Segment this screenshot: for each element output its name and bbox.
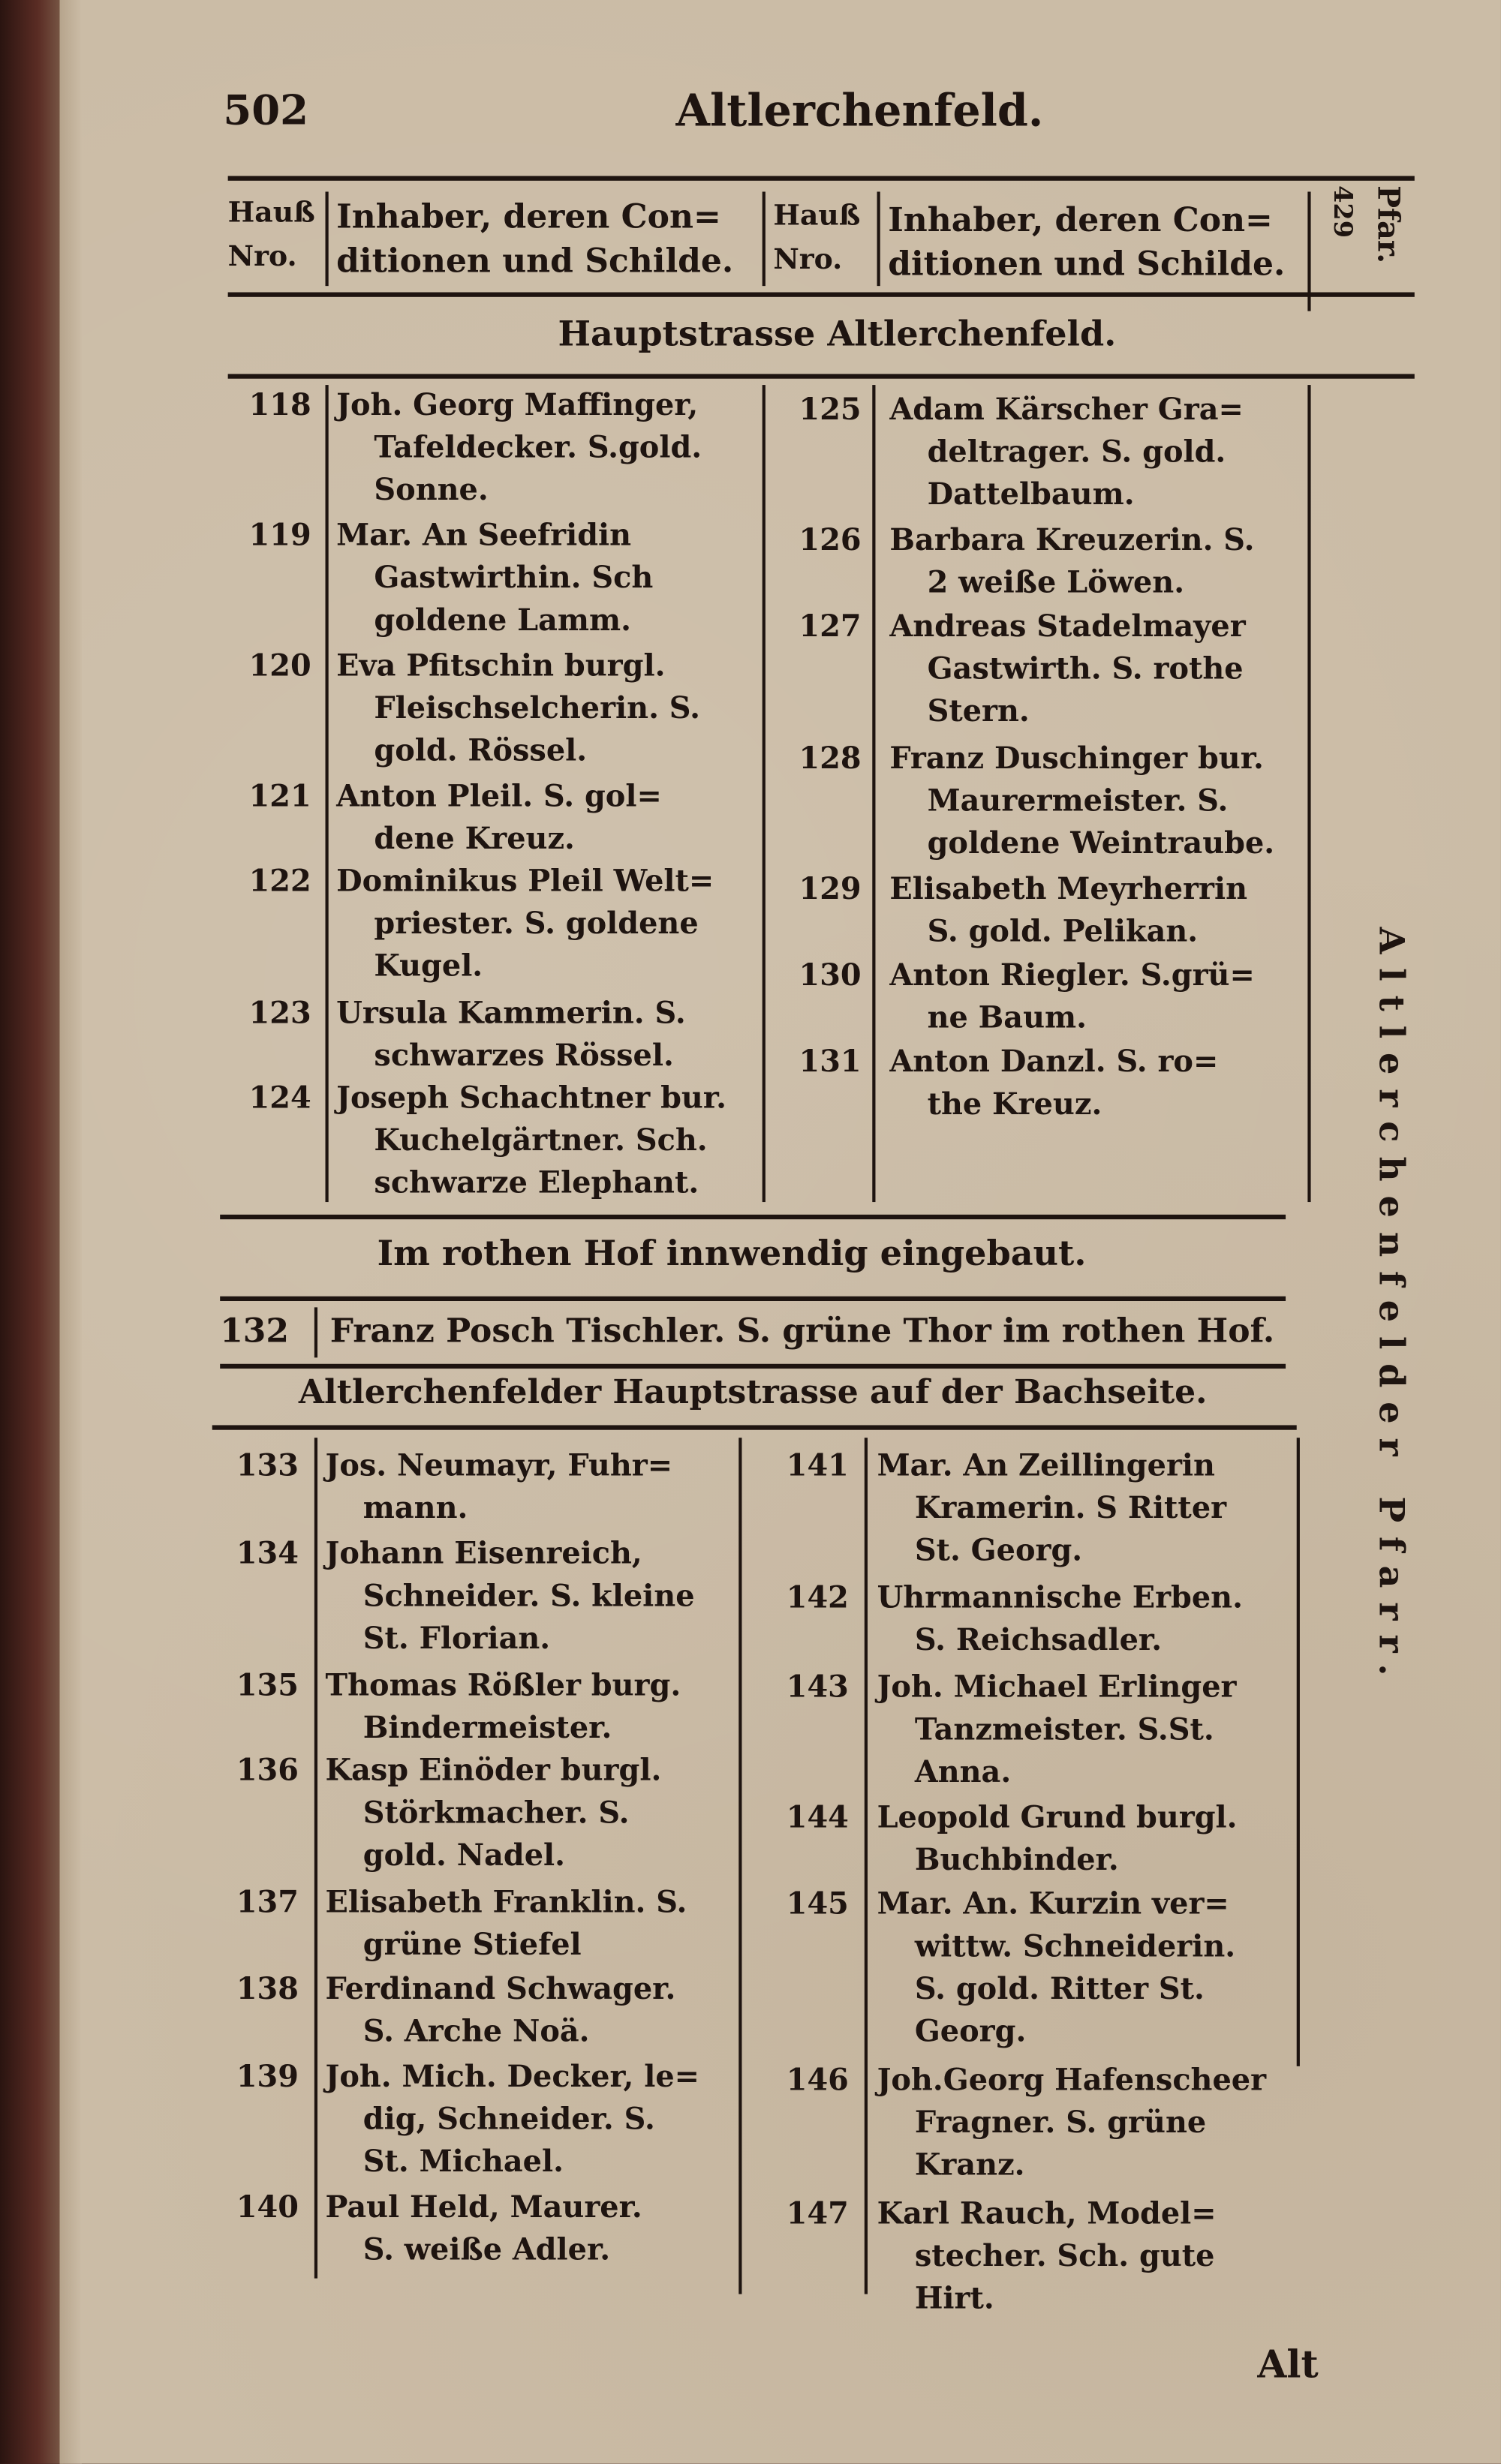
entry-line: stecher. Sch. gute: [914, 2239, 1215, 2274]
owner-entry: [336, 385, 702, 512]
house-number: 141: [786, 1448, 849, 1483]
entry-line: Elisabeth Meyrherrin: [889, 872, 1248, 907]
entry-line: Joh.Georg Hafenscheer: [877, 2063, 1267, 2098]
owner-entry: [325, 1750, 661, 1878]
entry-line: Dattelbaum.: [927, 477, 1135, 512]
entry-line: Anton Danzl. S. ro=: [889, 1044, 1219, 1080]
house-number: 128: [799, 741, 862, 777]
entry-line: Bindermeister.: [362, 1711, 612, 1746]
header-bottom-rule: [228, 293, 1415, 297]
entry-line: Adam Kärscher Gra=: [889, 392, 1244, 428]
owner-entry: [877, 1667, 1237, 1795]
entry-line: 2 weiße Löwen.: [927, 565, 1185, 600]
entry-line: Schneider. S. kleine: [362, 1579, 695, 1614]
owner-entry: [877, 1884, 1236, 2054]
entry-line: Fleischselcherin. S.: [374, 691, 700, 726]
section-rule: [220, 1297, 1286, 1301]
divider: [314, 1307, 317, 1357]
page-edge: [60, 0, 82, 2464]
entry-line: Störkmacher. S.: [362, 1795, 630, 1831]
owner-entry: [336, 861, 714, 989]
entry-line: Paul Held, Maurer.: [325, 2190, 642, 2225]
divider: [325, 191, 328, 286]
house-number: 126: [799, 523, 862, 558]
house-number: 140: [236, 2190, 299, 2225]
owner-entry: [889, 1041, 1218, 1126]
header-owner-2: Inhaber, deren Con= ditionen und Schilde.: [888, 199, 1286, 283]
entry-line: S. weiße Adler.: [362, 2232, 611, 2267]
entry-line: Kasp Einöder burgl.: [325, 1753, 662, 1789]
entry-line: Gastwirth. S. rothe: [927, 652, 1244, 687]
house-number: 130: [799, 958, 862, 993]
house-number: 139: [236, 2060, 299, 2095]
owner-entry: [889, 738, 1274, 866]
divider: [314, 1438, 317, 2278]
divider: [763, 385, 766, 1202]
entry-line: Fragner. S. grüne: [914, 2105, 1207, 2141]
entry-line: Joh. Mich. Decker, le=: [325, 2060, 700, 2095]
section-rule: [220, 1215, 1286, 1219]
entry-line: gold. Rössel.: [374, 733, 588, 769]
section-rule: [220, 1364, 1286, 1369]
house-number: 146: [786, 2063, 849, 2098]
divider: [877, 191, 880, 286]
entry-line: Anna.: [914, 1755, 1012, 1790]
entry-line: Georg.: [914, 2014, 1027, 2049]
side-label: Altlerchenfelder Pfarr.: [1370, 927, 1412, 1690]
entry-line: Leopold Grund burgl.: [877, 1800, 1238, 1836]
entry-line: gold. Nadel.: [362, 1838, 566, 1874]
entry-line: dene Kreuz.: [374, 822, 575, 857]
running-title: Altlerchenfeld.: [675, 85, 1044, 137]
house-number: 145: [786, 1887, 849, 1922]
divider: [738, 1438, 741, 2294]
entry-line: Jos. Neumayr, Fuhr=: [325, 1448, 673, 1483]
section-title: Im rothen Hof innwendig eingebaut.: [377, 1233, 1087, 1275]
entry-line: grüne Stiefel: [362, 1928, 582, 1963]
entry-line: goldene Lamm.: [374, 603, 631, 639]
owner-entry: [325, 1666, 681, 1750]
owner-entry: [325, 1969, 675, 2054]
entry-line: Kramerin. S Ritter: [914, 1491, 1227, 1526]
entry-line: S. Arche Noä.: [362, 2014, 590, 2049]
divider: [1307, 385, 1310, 1202]
house-number: 127: [799, 609, 862, 645]
entry-line: Joseph Schachtner bur.: [336, 1080, 727, 1116]
entry-line: deltrager. S. gold.: [927, 435, 1226, 470]
house-number: 129: [799, 872, 862, 907]
owner-entry: [877, 1446, 1227, 1573]
entry-line: Tanzmeister. S.St.: [914, 1712, 1214, 1747]
owner-entry: [889, 389, 1244, 517]
house-number: 135: [236, 1669, 299, 1704]
owner-entry: [889, 520, 1254, 605]
house-number: 133: [236, 1448, 299, 1483]
house-number: 118: [248, 388, 311, 423]
house-number: 138: [236, 1972, 299, 2007]
house-number: 144: [786, 1800, 849, 1836]
owner-entry: [325, 1534, 694, 1661]
row-number: 132: [220, 1310, 290, 1350]
entry-line: schwarzes Rössel.: [374, 1038, 674, 1074]
divider: [325, 385, 328, 1202]
entry-line: Karl Rauch, Model=: [877, 2196, 1217, 2231]
house-number: 123: [248, 996, 311, 1031]
owner-entry: [877, 1798, 1238, 1883]
entry-line: Uhrmannische Erben.: [877, 1580, 1243, 1615]
divider: [1297, 1438, 1300, 2066]
entry-line: Hirt.: [914, 2281, 994, 2316]
owner-entry: [325, 1446, 672, 1531]
entry-line: St. Michael.: [362, 2144, 564, 2180]
section-title: Altlerchenfelder Hauptstrasse auf der Bachseite.: [298, 1372, 1208, 1411]
owner-entry: [336, 646, 700, 774]
catchword: Alt: [1257, 2341, 1319, 2387]
house-number: 134: [236, 1537, 299, 1572]
page-number: 502: [223, 88, 309, 136]
entry-line: Mar. An Zeillingerin: [877, 1448, 1215, 1483]
header-house-no-2: Hauß Nro.: [773, 199, 861, 277]
house-number: 121: [248, 779, 311, 814]
section-rule: [228, 374, 1415, 378]
entry-line: Dominikus Pleil Welt=: [336, 864, 714, 899]
header-house-no-1: Hauß Nro.: [227, 196, 315, 274]
house-number: 136: [236, 1753, 299, 1789]
house-number: 120: [248, 648, 311, 684]
entry-line: Anton Pleil. S. gol=: [336, 779, 662, 814]
entry-line: Joh. Michael Erlinger: [877, 1670, 1237, 1705]
house-number: 119: [248, 518, 311, 554]
house-number: 131: [799, 1044, 862, 1080]
entry-line: Thomas Rößler burg.: [325, 1669, 681, 1704]
house-number: 143: [786, 1670, 849, 1705]
entry-line: Mar. An. Kurzin ver=: [877, 1887, 1229, 1922]
entry-line: Kranz.: [914, 2147, 1025, 2183]
entry-line: Sonne.: [374, 473, 489, 508]
owner-entry: [889, 869, 1247, 954]
row-text: Franz Posch Tischler. S. grüne Thor im rothen Hof.: [329, 1310, 1275, 1350]
house-number: 125: [799, 392, 862, 428]
divider: [865, 1438, 868, 2294]
entry-line: Johann Eisenreich,: [325, 1537, 642, 1572]
owner-entry: [325, 1883, 687, 1967]
entry-line: S. gold. Ritter St.: [914, 1972, 1205, 2007]
entry-line: wittw. Schneiderin.: [914, 1929, 1236, 1964]
house-number: 124: [248, 1080, 311, 1116]
entry-line: Anton Riegler. S.grü=: [889, 958, 1255, 993]
header-owner-1: Inhaber, deren Con= ditionen und Schilde.: [336, 196, 734, 280]
entry-line: mann.: [362, 1491, 468, 1526]
owner-entry: [336, 777, 662, 861]
entry-line: Barbara Kreuzerin. S.: [889, 523, 1255, 558]
owner-entry: [877, 2060, 1267, 2187]
house-number: 137: [236, 1886, 299, 1921]
section-rule: [212, 1425, 1297, 1429]
entry-line: S. Reichsadler.: [914, 1623, 1163, 1658]
owner-entry: [325, 2057, 699, 2184]
divider: [763, 191, 766, 286]
entry-line: Franz Duschinger bur.: [889, 741, 1264, 777]
entry-line: St. Florian.: [362, 1621, 551, 1657]
book-binding: [0, 0, 63, 2464]
entry-line: Maurermeister. S.: [927, 784, 1229, 819]
owner-entry: [336, 1078, 726, 1206]
header-parish-label: Pfar.: [1370, 185, 1406, 264]
entry-line: ne Baum.: [927, 1001, 1087, 1036]
owner-entry: [877, 2194, 1217, 2321]
entry-line: Andreas Stadelmayer: [889, 609, 1246, 645]
divider: [1307, 191, 1310, 311]
divider: [872, 385, 875, 1202]
entry-line: St. Georg.: [914, 1533, 1083, 1569]
house-number: 122: [248, 864, 311, 899]
entry-line: Ursula Kammerin. S.: [336, 996, 686, 1031]
header-parish-no: 429: [1328, 185, 1358, 239]
owner-entry: [889, 955, 1255, 1040]
entry-line: goldene Weintraube.: [927, 826, 1275, 861]
entry-line: Buchbinder.: [914, 1843, 1119, 1878]
entry-line: S. gold. Pelikan.: [927, 914, 1199, 949]
entry-line: Stern.: [927, 694, 1030, 729]
entry-line: Tafeldecker. S.gold.: [374, 430, 702, 465]
owner-entry: [877, 1578, 1243, 1663]
entry-line: Eva Pfitschin burgl.: [336, 648, 666, 684]
entry-line: Mar. An Seefridin: [336, 518, 632, 554]
entry-line: the Kreuz.: [927, 1087, 1102, 1122]
entry-line: Kugel.: [374, 948, 483, 984]
owner-entry: [325, 2187, 642, 2272]
header-top-rule: [228, 176, 1415, 181]
house-number: 142: [786, 1580, 849, 1615]
entry-line: Ferdinand Schwager.: [325, 1972, 676, 2007]
entry-line: Joh. Georg Maffinger,: [336, 388, 699, 423]
entry-line: dig, Schneider. S.: [362, 2102, 655, 2138]
entry-line: Gastwirthin. Sch: [374, 560, 654, 596]
entry-line: Kuchelgärtner. Sch.: [374, 1123, 708, 1158]
entry-line: schwarze Elephant.: [374, 1165, 699, 1200]
owner-entry: [889, 606, 1245, 734]
owner-entry: [336, 515, 653, 643]
entry-line: Elisabeth Franklin. S.: [325, 1886, 687, 1921]
entry-line: priester. S. goldene: [374, 906, 699, 942]
owner-entry: [336, 993, 686, 1078]
section-title: Hauptstrasse Altlerchenfeld.: [558, 314, 1117, 356]
house-number: 147: [786, 2196, 849, 2231]
